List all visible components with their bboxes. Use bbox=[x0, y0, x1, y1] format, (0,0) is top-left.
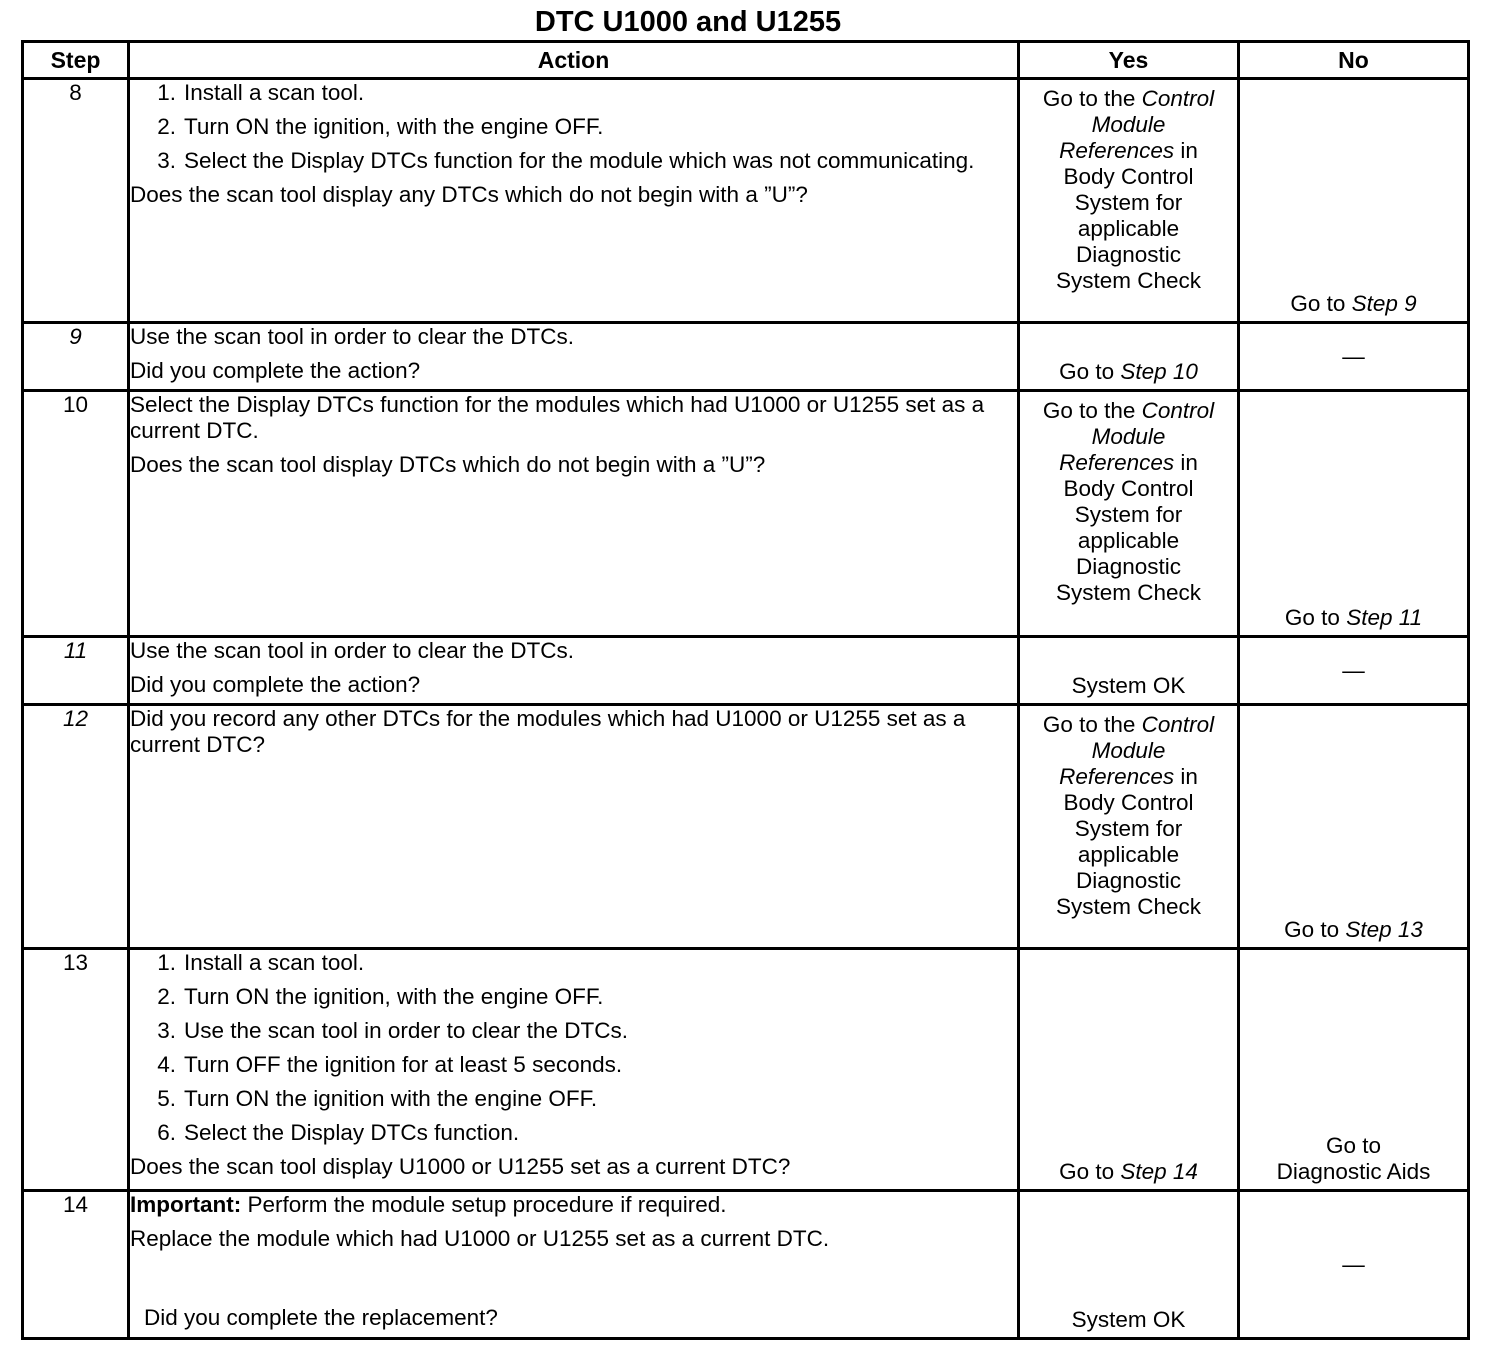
no-link[interactable]: Go to Step 11 bbox=[1284, 605, 1423, 630]
table-row bbox=[23, 949, 1469, 1191]
action-cell bbox=[129, 323, 1019, 391]
list-item: 2. Turn ON the ignition, with the engine OFF. bbox=[157, 984, 604, 1009]
no-cell bbox=[1239, 79, 1469, 323]
action-question: Did you complete the action? bbox=[130, 672, 421, 697]
step-number: 13 bbox=[23, 949, 129, 1191]
header-no: No bbox=[1239, 42, 1469, 79]
yes-reference: Go to the Control Module References in Body Control System for applicable Diagnostic System Check bbox=[1042, 86, 1215, 293]
no-link[interactable]: Go to Diagnostic Aids bbox=[1276, 1133, 1431, 1184]
no-cell bbox=[1239, 323, 1469, 391]
header-step: Step bbox=[23, 42, 129, 79]
header-row bbox=[23, 42, 1469, 79]
yes-cell bbox=[1019, 705, 1239, 949]
step-number: 11 bbox=[23, 637, 129, 705]
yes-cell bbox=[1019, 323, 1239, 391]
table-row bbox=[23, 323, 1469, 391]
no-cell bbox=[1239, 705, 1469, 949]
yes-cell bbox=[1019, 1191, 1239, 1339]
step-number: 10 bbox=[23, 391, 129, 637]
action-cell bbox=[129, 949, 1019, 1191]
no-cell bbox=[1239, 1191, 1469, 1339]
yes-reference: Go to the Control Module References in Body Control System for applicable Diagnostic System Check bbox=[1042, 398, 1215, 605]
no-link[interactable]: Go to Step 13 bbox=[1284, 917, 1423, 942]
action-question: Did you complete the action? bbox=[130, 358, 421, 383]
table-row bbox=[23, 79, 1469, 323]
yes-cell bbox=[1019, 79, 1239, 323]
action-question: Does the scan tool display any DTCs which do not begin with a ”U”? bbox=[130, 182, 808, 207]
yes-link[interactable]: Go to Step 10 bbox=[1059, 359, 1198, 384]
header-yes: Yes bbox=[1019, 42, 1239, 79]
yes-result: System OK bbox=[1071, 1307, 1186, 1332]
action-cell bbox=[129, 705, 1019, 949]
action-cell bbox=[129, 391, 1019, 637]
action-text: Use the scan tool in order to clear the DTCs. bbox=[130, 638, 574, 663]
table-row bbox=[23, 1191, 1469, 1339]
yes-cell bbox=[1019, 391, 1239, 637]
action-text: Select the Display DTCs function for the modules which had U1000 or U1255 set as a current DTC. bbox=[130, 392, 985, 443]
no-cell bbox=[1239, 949, 1469, 1191]
no-cell bbox=[1239, 391, 1469, 637]
action-cell bbox=[129, 637, 1019, 705]
yes-cell bbox=[1019, 949, 1239, 1191]
no-dash: — bbox=[1342, 343, 1365, 369]
yes-result: System OK bbox=[1071, 673, 1186, 698]
action-question: Does the scan tool display U1000 or U1255 set as a current DTC? bbox=[130, 1154, 791, 1179]
list-item: 4. Turn OFF the ignition for at least 5 seconds. bbox=[157, 1052, 623, 1077]
action-cell bbox=[129, 79, 1019, 323]
no-dash: — bbox=[1342, 1251, 1365, 1277]
action-question: Does the scan tool display DTCs which do not begin with a ”U”? bbox=[130, 452, 766, 477]
list-item: 1. Install a scan tool. bbox=[157, 950, 365, 975]
no-dash: — bbox=[1342, 657, 1365, 683]
step-number: 14 bbox=[23, 1191, 129, 1339]
yes-cell bbox=[1019, 637, 1239, 705]
table-row bbox=[23, 637, 1469, 705]
list-item: 6. Select the Display DTCs function. bbox=[157, 1120, 520, 1145]
table-row bbox=[23, 705, 1469, 949]
list-item: 1. Install a scan tool. bbox=[157, 80, 365, 105]
list-item: 3. Use the scan tool in order to clear the DTCs. bbox=[157, 1018, 628, 1043]
no-link[interactable]: Go to Step 9 bbox=[1290, 291, 1417, 316]
list-item: 2. Turn ON the ignition, with the engine OFF. bbox=[157, 114, 604, 139]
important-note: Important: Perform the module setup procedure if required. bbox=[130, 1192, 727, 1217]
page-title: DTC U1000 and U1255 bbox=[534, 6, 842, 38]
action-question: Did you complete the replacement? bbox=[144, 1305, 498, 1330]
step-number: 12 bbox=[23, 705, 129, 949]
action-text: Use the scan tool in order to clear the DTCs. bbox=[130, 324, 574, 349]
no-cell bbox=[1239, 637, 1469, 705]
action-text: Replace the module which had U1000 or U1255 set as a current DTC. bbox=[130, 1226, 830, 1251]
step-number: 8 bbox=[23, 79, 129, 323]
action-list bbox=[130, 80, 1017, 174]
action-list bbox=[130, 950, 1017, 1146]
yes-link[interactable]: Go to Step 14 bbox=[1059, 1159, 1198, 1184]
list-item: 3. Select the Display DTCs function for the module which was not communicating. bbox=[157, 148, 975, 173]
action-question: Did you record any other DTCs for the modules which had U1000 or U1255 set as a current DTC? bbox=[130, 706, 966, 757]
list-item: 5. Turn ON the ignition with the engine OFF. bbox=[157, 1086, 598, 1111]
step-number: 9 bbox=[23, 323, 129, 391]
table-row bbox=[23, 391, 1469, 637]
dtc-table bbox=[21, 40, 1470, 1340]
header-action: Action bbox=[129, 42, 1019, 79]
yes-reference: Go to the Control Module References in Body Control System for applicable Diagnostic System Check bbox=[1042, 712, 1215, 919]
action-cell bbox=[129, 1191, 1019, 1339]
